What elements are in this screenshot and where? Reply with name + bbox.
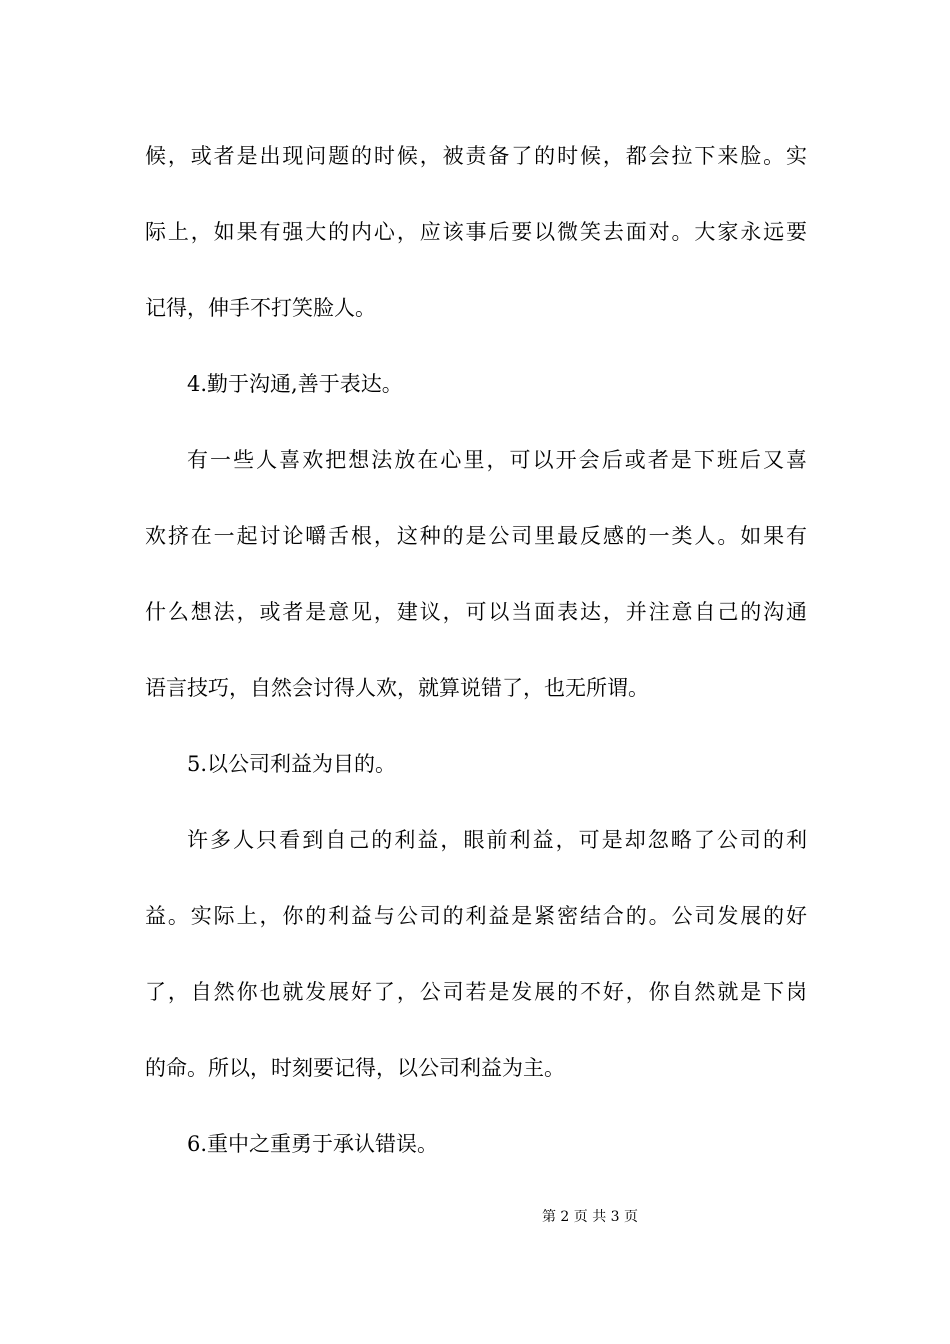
paragraph-line: 许多人只看到自己的利益，眼前利益，可是却忽略了公司的利 xyxy=(187,828,807,852)
paragraph-line: 了，自然你也就发展好了，公司若是发展的不好，你自然就是下岗 xyxy=(145,980,807,1004)
paragraph-line: 什么想法，或者是意见，建议，可以当面表达，并注意自己的沟通 xyxy=(145,600,807,624)
paragraph-line: 的命。所以，时刻要记得，以公司利益为主。 xyxy=(145,1056,565,1080)
section-heading-6: 6.重中之重勇于承认错误。 xyxy=(187,1132,439,1156)
page-number-footer: 第 2 页 共 3 页 xyxy=(541,1209,639,1225)
paragraph-line: 有一些人喜欢把想法放在心里，可以开会后或者是下班后又喜 xyxy=(187,448,807,472)
paragraph-line: 候，或者是出现问题的时候，被责备了的时候，都会拉下来脸。实 xyxy=(145,144,807,168)
paragraph-line: 语言技巧，自然会讨得人欢，就算说错了，也无所谓。 xyxy=(145,676,649,700)
section-heading-5: 5.以公司利益为目的。 xyxy=(187,752,397,776)
paragraph-line: 益。实际上，你的利益与公司的利益是紧密结合的。公司发展的好 xyxy=(145,904,807,928)
paragraph-line: 际上，如果有强大的内心，应该事后要以微笑去面对。大家永远要 xyxy=(145,220,807,244)
document-body xyxy=(145,134,807,1198)
paragraph-line: 欢挤在一起讨论嚼舌根，这种的是公司里最反感的一类人。如果有 xyxy=(145,524,807,548)
paragraph-line: 记得，伸手不打笑脸人。 xyxy=(145,296,376,320)
section-heading-4: 4.勤于沟通,善于表达。 xyxy=(187,372,403,396)
